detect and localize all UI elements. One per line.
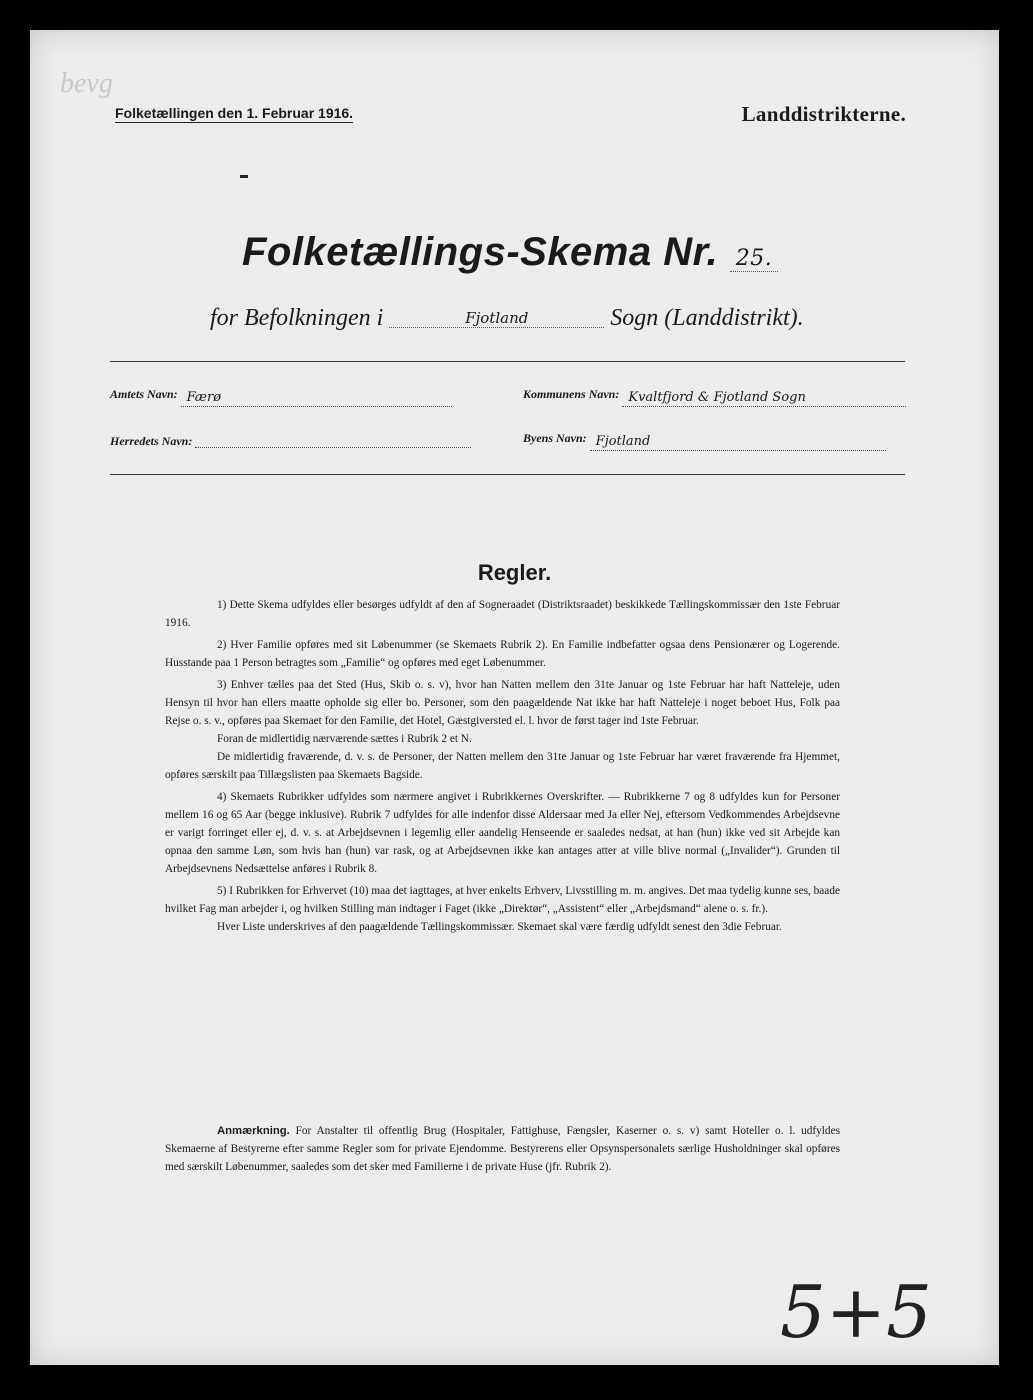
- rule-2: 2) Hver Familie opføres med sit Løbenummer (se Skemaets Rubrik 2). En Familie indbefatter ogsaa dens Pensionærer og Logerende. Husstande paa 1 Person betragtes som „Familie“ og opføres med eget Løbenummer.: [165, 639, 840, 669]
- rules-body: [165, 596, 840, 940]
- herred-label: Herredets Navn:: [110, 434, 193, 448]
- form-number-handwritten: 25.: [730, 246, 779, 272]
- rule-4: 4) Skemaets Rubrikker udfyldes som nærmere angivet i Rubrikkernes Overskrifter. — Rubrikkerne 7 og 8 udfyldes kun for Personer mellem 16 og 65 Aar (begge inklusive). Rubrik 7 udfyldes for alle indenfor disse Aldersaar med Ja eller Nej, eftersom Vedkommendes Arbejdsevne er varigt forringet eller ej, d. v. s. at Arbejdsevnen i legemlig eller aandelig Henseende er saaledes nedsat, at han (hun) ikke ved sit Arbejde kan opnaa den samme Løn, som hvis han (hun) var rask, og at Arbejdsevnen ikke kan antages atter at ville blive normal („Invalider“). Grunden til Arbejdsevnens Nedsættelse anføres i Rubrik 8.: [165, 791, 840, 875]
- form-title: [242, 230, 802, 275]
- rule-5-signature: Hver Liste underskrives af den paagældende Tællingskommissær. Skemaet skal være færdig udfyldt senest den 3die Februar.: [217, 921, 782, 933]
- ink-mark: [240, 175, 248, 178]
- district-type-header: Landdistrikterne.: [741, 102, 906, 126]
- form-title-text: Folketællings-Skema Nr.: [242, 230, 719, 274]
- form-subtitle: [210, 305, 804, 332]
- parish-field: Fjotland: [389, 309, 604, 328]
- by-field: [523, 431, 886, 451]
- handwritten-page-number: 5+5: [780, 1270, 932, 1354]
- by-value: Fjotland: [590, 434, 886, 451]
- rule-1: 1) Dette Skema udfyldes eller besørges udfyldt af den af Sogneraadet (Distriktsraadet) beskikkede Tællingskommissær den 1ste Februar 1916.: [165, 599, 840, 629]
- rule-3-present: Foran de midlertidig nærværende sættes i Rubrik 2 et N.: [217, 733, 472, 745]
- kommune-field: [523, 387, 906, 407]
- census-form-page: [30, 30, 999, 1365]
- rule-3: 3) Enhver tælles paa det Sted (Hus, Skib o. s. v), hvor han Natten mellem den 31te Januar og 1ste Februar har haft Natteleje, uden Hensyn til hvor han ellers maatte opholde sig eller bo. Personer, som den paagældende Nat ikke har haft Natteleje i noget beboet Hus, Folk paa Rejse o. s. v., opføres paa Skemaet for den Familie, det Hotel, Gæstgiversted el. l. hvor de først tager ind 1ste Februar.: [165, 679, 840, 727]
- subtitle-prefix: for Befolkningen i: [210, 305, 384, 331]
- amt-value: Færø: [181, 390, 452, 407]
- subtitle-suffix: Sogn (Landdistrikt).: [610, 305, 804, 331]
- amt-label: Amtets Navn:: [110, 387, 178, 401]
- herred-value: [195, 431, 471, 448]
- rule-5: 5) I Rubrikken for Erhvervet (10) maa det iagttages, at hver enkelts Erhverv, Livsstilling m. m. angives. Det maa tydelig kunne ses, baade hvilket Fag man arbejder i, og hvilken Stilling man indtager i Faget (ikke „Direktør“, „Assistent“ eller „Arbejdsmand“ alene o. s. fr.).: [165, 885, 840, 915]
- remark-label: Anmærkning.: [217, 1125, 290, 1137]
- divider-top: [110, 361, 905, 362]
- kommune-label: Kommunens Navn:: [523, 387, 620, 401]
- herred-field: [110, 431, 471, 449]
- amt-field: [110, 387, 452, 407]
- census-date-header: Folketællingen den 1. Februar 1916.: [115, 105, 354, 121]
- remark-section: [165, 1122, 840, 1176]
- divider-bottom: [110, 474, 905, 475]
- by-label: Byens Navn:: [523, 431, 587, 445]
- kommune-value: Kvaltfjord & Fjotland Sogn: [622, 390, 906, 407]
- rule-3-absent: De midlertidig fraværende, d. v. s. de Personer, der Natten mellem den 31te Januar og 1ste Februar har været fraværende fra Hjemmet, opføres særskilt paa Tillægslisten paa Skemaets Bagside.: [165, 751, 840, 781]
- rules-heading: Regler.: [477, 560, 552, 585]
- faint-bleed-through: bevg: [60, 68, 113, 99]
- remark-text: For Anstalter til offentlig Brug (Hospitaler, Fattighuse, Fængsler, Kaserner o. s. v) samt Hoteller o. l. udfyldes Skemaerne af Bestyrerne efter samme Regler som for private Ejendomme. Bestyrerens eller Opsynspersonalets særlige Husholdninger skal opføres med særskilt Løbenummer, saaledes som det sker med Familierne i de private Huse (jfr. Rubrik 2).: [165, 1125, 840, 1173]
